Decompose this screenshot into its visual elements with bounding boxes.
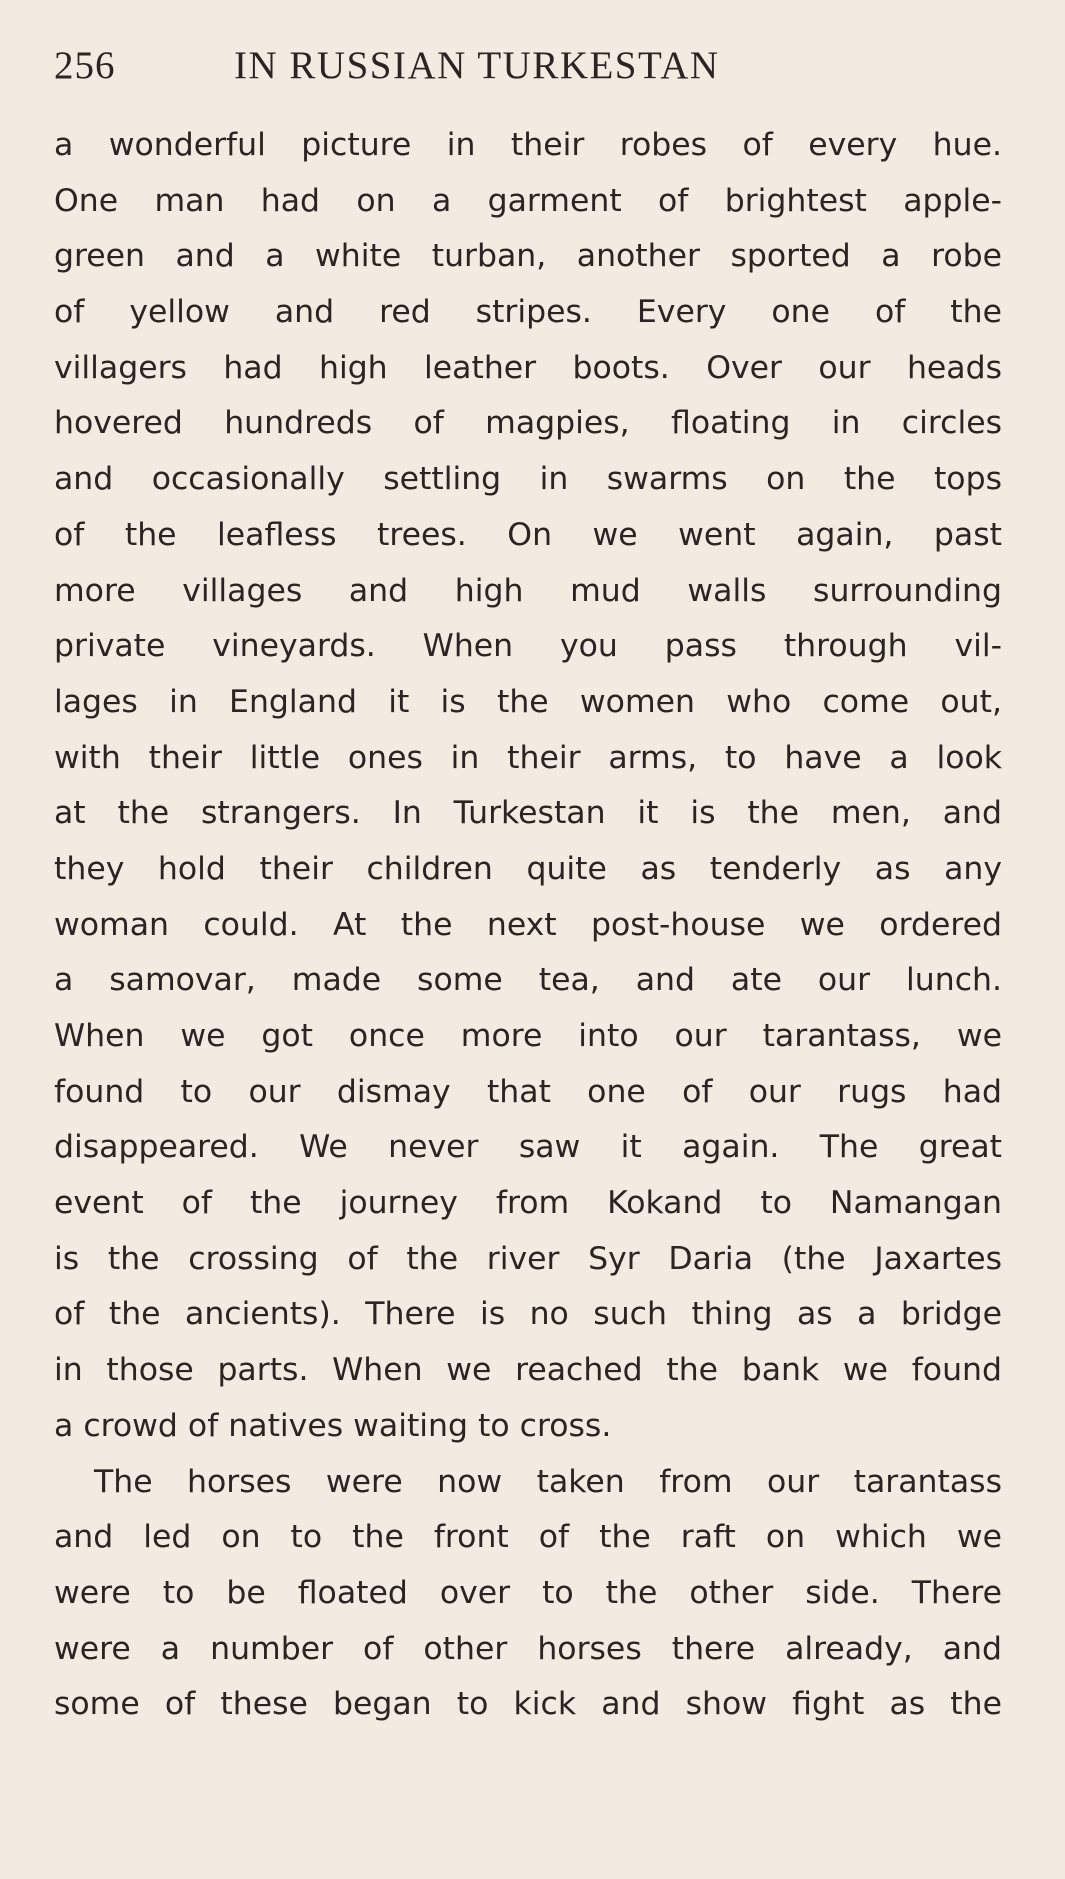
text-line: more villages and high mud walls surrounding — [54, 572, 1002, 609]
text-line: were a number of other horses there already, and — [54, 1630, 1002, 1667]
text-line: with their little ones in their arms, to have a look — [54, 739, 1002, 776]
text-line: One man had on a garment of brightest apple- — [54, 182, 1002, 219]
text-line: private vineyards. When you pass through vil- — [54, 628, 1002, 665]
text-line: in those parts. When we reached the bank we found — [54, 1352, 1002, 1389]
text-line: of yellow and red stripes. Every one of the — [54, 294, 1002, 331]
text-line: is the crossing of the river Syr Daria (the Jaxartes — [54, 1240, 1002, 1277]
text-line: disappeared. We never saw it again. The great — [54, 1129, 1002, 1166]
text-line: were to be floated over to the other side. There — [54, 1574, 1002, 1611]
text-line: they hold their children quite as tenderly as any — [54, 850, 1002, 887]
text-line: a crowd of natives waiting to cross. — [54, 1407, 612, 1444]
text-line: of the leafless trees. On we went again, past — [54, 516, 1002, 553]
text-line: at the strangers. In Turkestan it is the men, and — [54, 795, 1002, 832]
text-line: and led on to the front of the raft on which we — [54, 1519, 1002, 1556]
text-line: and occasionally settling in swarms on the tops — [54, 461, 1002, 498]
text-line: lages in England it is the women who come out, — [54, 683, 1002, 720]
running-title: IN RUSSIAN TURKESTAN — [234, 44, 720, 87]
body-text — [54, 118, 1002, 1733]
text-line: The horses were now taken from our tarantass — [94, 1463, 1002, 1500]
text-line: of the ancients). There is no such thing as a bridge — [54, 1296, 1002, 1333]
paragraph-1 — [54, 118, 1002, 1455]
text-line: woman could. At the next post-house we ordered — [54, 906, 1002, 943]
text-line: some of these began to kick and show fight as the — [54, 1686, 1002, 1723]
text-line: When we got once more into our tarantass, we — [54, 1018, 1002, 1054]
text-line: found to our dismay that one of our rugs had — [54, 1073, 1002, 1110]
page-number: 256 — [54, 44, 116, 87]
text-line: villagers had high leather boots. Over our heads — [54, 349, 1002, 386]
text-line: hovered hundreds of magpies, floating in circles — [54, 405, 1002, 442]
text-line: green and a white turban, another sported a robe — [54, 238, 1002, 275]
page-header — [54, 38, 1014, 94]
text-line: a samovar, made some tea, and ate our lunch. — [54, 962, 1002, 999]
text-line: event of the journey from Kokand to Namangan — [54, 1185, 1002, 1222]
text-line: a wonderful picture in their robes of every hue. — [54, 127, 1002, 163]
paragraph-2 — [54, 1455, 1002, 1733]
